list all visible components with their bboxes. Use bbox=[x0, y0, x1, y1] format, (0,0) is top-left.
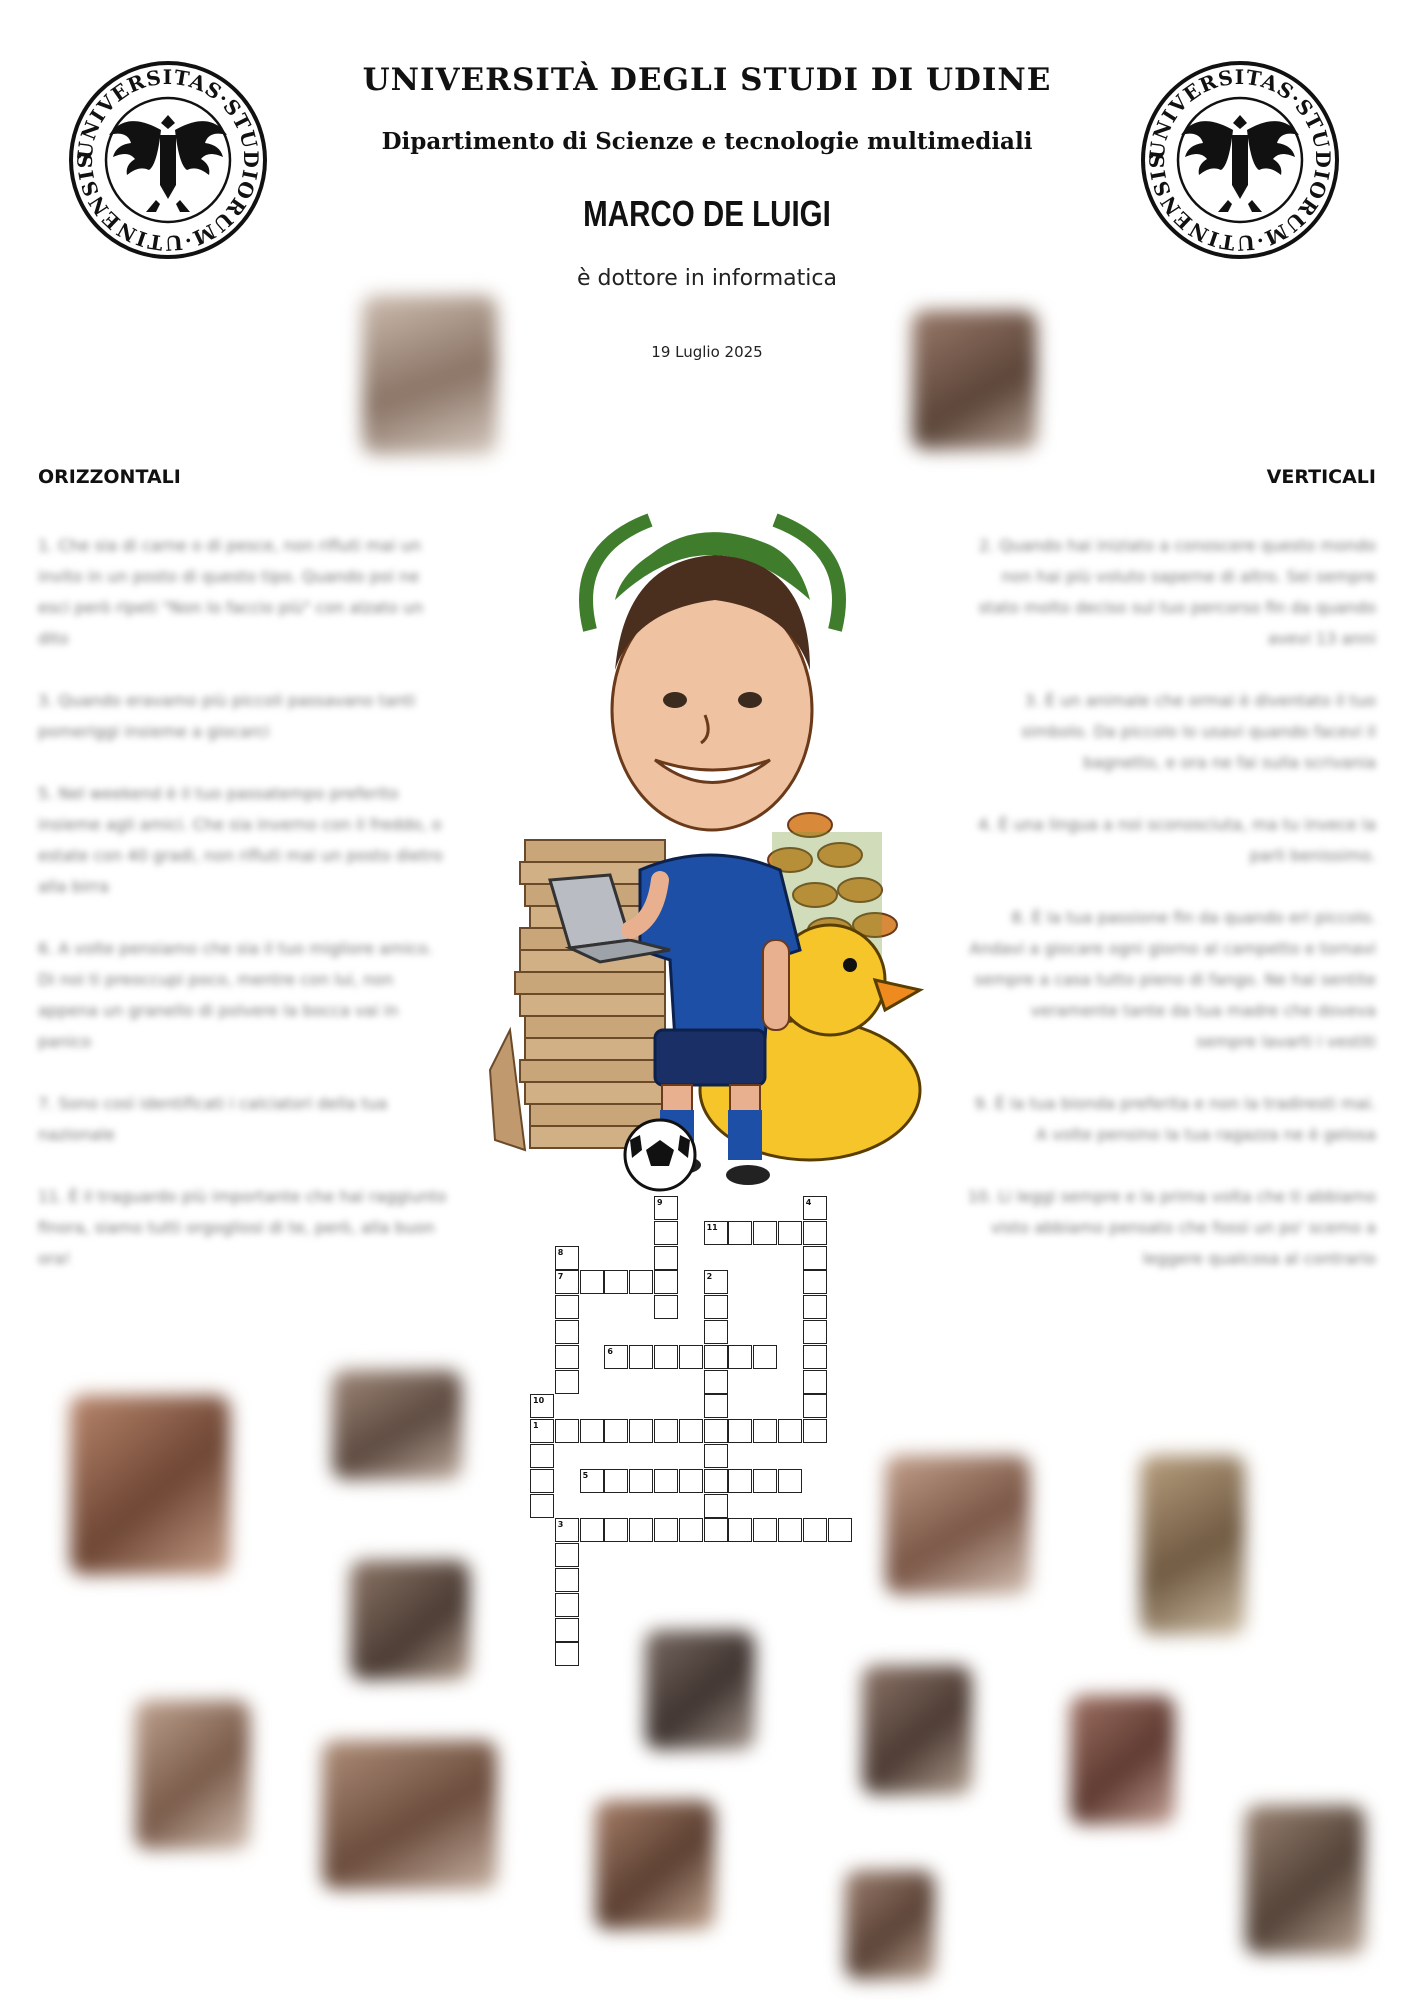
crossword-cell[interactable] bbox=[629, 1270, 653, 1294]
crossword-cell[interactable] bbox=[704, 1295, 728, 1319]
crossword-cell[interactable] bbox=[803, 1295, 827, 1319]
down-heading: VERTICALI bbox=[1266, 466, 1376, 488]
crossword-cell[interactable] bbox=[803, 1221, 827, 1245]
photo bbox=[350, 1560, 470, 1680]
crossword-cell[interactable] bbox=[704, 1469, 728, 1493]
crossword-cell[interactable] bbox=[728, 1469, 752, 1493]
clue: 3. Quando eravamo più piccoli passavano tanti pomeriggi insieme a giocarci bbox=[38, 691, 416, 741]
crossword-cell[interactable] bbox=[753, 1518, 777, 1542]
crossword-number: 5 bbox=[582, 1470, 589, 1480]
crossword-cell[interactable] bbox=[803, 1518, 827, 1542]
crossword-cell[interactable] bbox=[704, 1394, 728, 1418]
crossword-cell[interactable] bbox=[728, 1221, 752, 1245]
crossword-cell[interactable] bbox=[778, 1419, 802, 1443]
caricature-head bbox=[586, 520, 839, 830]
crossword-cell[interactable] bbox=[654, 1295, 678, 1319]
crossword-number: 4 bbox=[805, 1198, 812, 1207]
crossword-cell[interactable] bbox=[555, 1320, 579, 1344]
crossword-cell[interactable] bbox=[654, 1345, 678, 1369]
crossword-cell[interactable] bbox=[654, 1246, 678, 1270]
crossword-cell[interactable] bbox=[555, 1295, 579, 1319]
crossword-cell[interactable] bbox=[778, 1221, 802, 1245]
clue: 1. Che sia di carne o di pesce, non rifiuti mai un invito in un posto di questo tipo. Quando poi ne esci però ripeti "Non lo faccio più" con alzato un dito bbox=[38, 536, 424, 648]
crossword-cell[interactable] bbox=[604, 1419, 628, 1443]
crossword-cell[interactable] bbox=[778, 1469, 802, 1493]
university-title: UNIVERSITÀ DEGLI STUDI DI UDINE bbox=[362, 62, 1052, 98]
photo bbox=[135, 1700, 250, 1850]
photo bbox=[1140, 1455, 1245, 1635]
crossword-cell[interactable] bbox=[803, 1394, 827, 1418]
clue: 5. Nel weekend è il tuo passatempo preferito insieme agli amici. Che sia inverno con il freddo, o estate con 40 gradi, non rifiuti mai un posto dietro alla birra bbox=[38, 784, 443, 896]
crossword-cell[interactable] bbox=[828, 1518, 852, 1542]
clue: 3. È un animale che ormai è diventato il tuo simbolo. Da piccolo lo usavi quando facevi il bagnetto, e ora ne fai sulla scrivania bbox=[1021, 691, 1376, 772]
crossword-cell[interactable] bbox=[629, 1345, 653, 1369]
svg-text:UNIVERSITAS·STUDIORUM·UTINENSI: UNIVERSITAS·STUDIORUM·UTINENSIS bbox=[72, 64, 264, 256]
crossword-cell[interactable] bbox=[753, 1419, 777, 1443]
crossword-cell[interactable] bbox=[704, 1444, 728, 1468]
crossword-cell[interactable] bbox=[679, 1469, 703, 1493]
crossword-cell[interactable] bbox=[555, 1618, 579, 1642]
crossword-cell[interactable] bbox=[530, 1494, 554, 1518]
graduate-name: MARCO DE LUIGI bbox=[583, 193, 831, 234]
crossword-cell[interactable] bbox=[654, 1270, 678, 1294]
crossword-number: 2 bbox=[706, 1272, 713, 1282]
svg-text:UNIVERSITAS·STUDIORUM·UTINENSI: UNIVERSITAS·STUDIORUM·UTINENSIS bbox=[1144, 64, 1336, 256]
soccer-ball-icon bbox=[625, 1120, 695, 1190]
crossword-cell[interactable] bbox=[555, 1543, 579, 1567]
crossword-number: 10 bbox=[533, 1396, 545, 1406]
department-title: Dipartimento di Scienze e tecnologie multimediali bbox=[381, 128, 1033, 155]
crossword-cell[interactable] bbox=[604, 1518, 628, 1542]
crossword-cell[interactable] bbox=[604, 1270, 628, 1294]
photo bbox=[912, 310, 1037, 450]
crossword-cell[interactable] bbox=[704, 1320, 728, 1344]
crossword-cell[interactable] bbox=[728, 1518, 752, 1542]
crossword-number: 1 bbox=[533, 1421, 539, 1431]
crossword-cell[interactable] bbox=[704, 1494, 728, 1518]
crossword-cell[interactable] bbox=[704, 1345, 728, 1369]
crossword-cell[interactable] bbox=[555, 1370, 579, 1394]
crossword-cell[interactable] bbox=[629, 1518, 653, 1542]
crossword-cell[interactable] bbox=[555, 1642, 579, 1666]
crossword-cell[interactable] bbox=[555, 1568, 579, 1592]
crossword-cell[interactable] bbox=[803, 1370, 827, 1394]
crossword-cell[interactable] bbox=[803, 1345, 827, 1369]
crossword-cell[interactable] bbox=[679, 1345, 703, 1369]
crossword-cell[interactable] bbox=[580, 1419, 604, 1443]
crossword-cell[interactable] bbox=[604, 1469, 628, 1493]
crossword-number: 3 bbox=[557, 1520, 564, 1530]
degree-line: è dottore in informatica bbox=[577, 266, 837, 291]
down-clues bbox=[966, 530, 1376, 1305]
clue: 6. A volte pensiamo che sia il tuo migliore amico. Di noi ti preoccupi poco, mentre con lui, non appena un granello di polvere la bocca vai in panico bbox=[38, 939, 433, 1051]
crossword-cell[interactable] bbox=[530, 1444, 554, 1468]
clue: 4. È una lingua a noi sconosciuta, ma tu invece la parli benissimo. bbox=[978, 815, 1376, 865]
clue: 11. È il traguardo più importante che hai raggiunto finora, siamo tutti orgogliosi di te, però, alla buon ora! bbox=[38, 1187, 447, 1268]
photo bbox=[885, 1455, 1030, 1595]
crossword-cell[interactable] bbox=[728, 1419, 752, 1443]
crossword-number: 8 bbox=[557, 1247, 564, 1257]
across-heading: ORIZZONTALI bbox=[38, 466, 181, 488]
photo bbox=[1245, 1805, 1365, 1955]
photo bbox=[70, 1395, 230, 1575]
crossword-cell[interactable] bbox=[679, 1419, 703, 1443]
crossword-number: 7 bbox=[557, 1272, 564, 1282]
crossword-cell[interactable] bbox=[803, 1320, 827, 1344]
clue: 9. È la tua bionda preferita e non la tradiresti mai. A volte pensino la tua ragazza ne è gelosa bbox=[974, 1094, 1376, 1144]
crossword-number: 9 bbox=[657, 1198, 663, 1207]
crossword-cell[interactable] bbox=[580, 1270, 604, 1294]
crossword-cell[interactable] bbox=[753, 1469, 777, 1493]
crossword-cell[interactable] bbox=[704, 1370, 728, 1394]
photo bbox=[332, 1370, 462, 1480]
crossword-cell[interactable] bbox=[778, 1518, 802, 1542]
crossword-cell[interactable] bbox=[654, 1469, 678, 1493]
crossword-cell[interactable] bbox=[555, 1593, 579, 1617]
crossword-cell[interactable] bbox=[803, 1419, 827, 1443]
crossword-cell[interactable] bbox=[803, 1270, 827, 1294]
clue: 7. Sono così identificati i calciatori della tua nazionale bbox=[38, 1094, 388, 1144]
graduation-date: 19 Luglio 2025 bbox=[651, 343, 763, 361]
across-clues bbox=[38, 530, 448, 1305]
crossword-cell[interactable] bbox=[728, 1345, 752, 1369]
photo bbox=[595, 1800, 715, 1930]
crossword-cell[interactable] bbox=[753, 1345, 777, 1369]
photo bbox=[1070, 1695, 1175, 1825]
crossword-cell[interactable] bbox=[580, 1518, 604, 1542]
photo bbox=[322, 1740, 497, 1890]
crossword-cell[interactable] bbox=[530, 1469, 554, 1493]
crossword-number: 11 bbox=[706, 1222, 718, 1232]
crossword-cell[interactable] bbox=[555, 1419, 579, 1443]
clue: 8. È la tua passione fin da quando eri piccolo. Andavi a giocare ogni giorno al campetto e tornavi sempre a casa tutto pieno di fango. Ne hai sentite veramente tante da tua madre che doveva sempre lavarti i vestiti bbox=[969, 908, 1376, 1051]
crossword-cell[interactable] bbox=[704, 1518, 728, 1542]
crossword-cell[interactable] bbox=[629, 1419, 653, 1443]
clue: 10. Li leggi sempre e la prima volta che ti abbiamo visto abbiamo pensato che fossi un po' scemo a leggere qualcosa al contrario bbox=[967, 1187, 1376, 1268]
crossword-cell[interactable] bbox=[555, 1345, 579, 1369]
crossword-number: 6 bbox=[607, 1346, 613, 1356]
photo bbox=[362, 295, 497, 455]
crossword-cell[interactable] bbox=[629, 1469, 653, 1493]
crossword-cell[interactable] bbox=[753, 1221, 777, 1245]
crossword-cell[interactable] bbox=[654, 1518, 678, 1542]
crossword-grid bbox=[530, 1196, 850, 1676]
caricature-illustration bbox=[480, 510, 940, 1200]
crossword-cell[interactable] bbox=[654, 1221, 678, 1245]
crossword-cell[interactable] bbox=[679, 1518, 703, 1542]
crossword-cell[interactable] bbox=[803, 1246, 827, 1270]
crossword-cell[interactable] bbox=[654, 1419, 678, 1443]
clue: 2. Quando hai iniziato a conoscere questo mondo non hai più voluto saperne di altro. Sei sempre stato molto deciso sul tuo percorso fin da quando avevi 13 anni bbox=[978, 536, 1376, 648]
photo bbox=[862, 1665, 972, 1795]
crossword-cell[interactable] bbox=[704, 1419, 728, 1443]
photo bbox=[845, 1870, 935, 1980]
